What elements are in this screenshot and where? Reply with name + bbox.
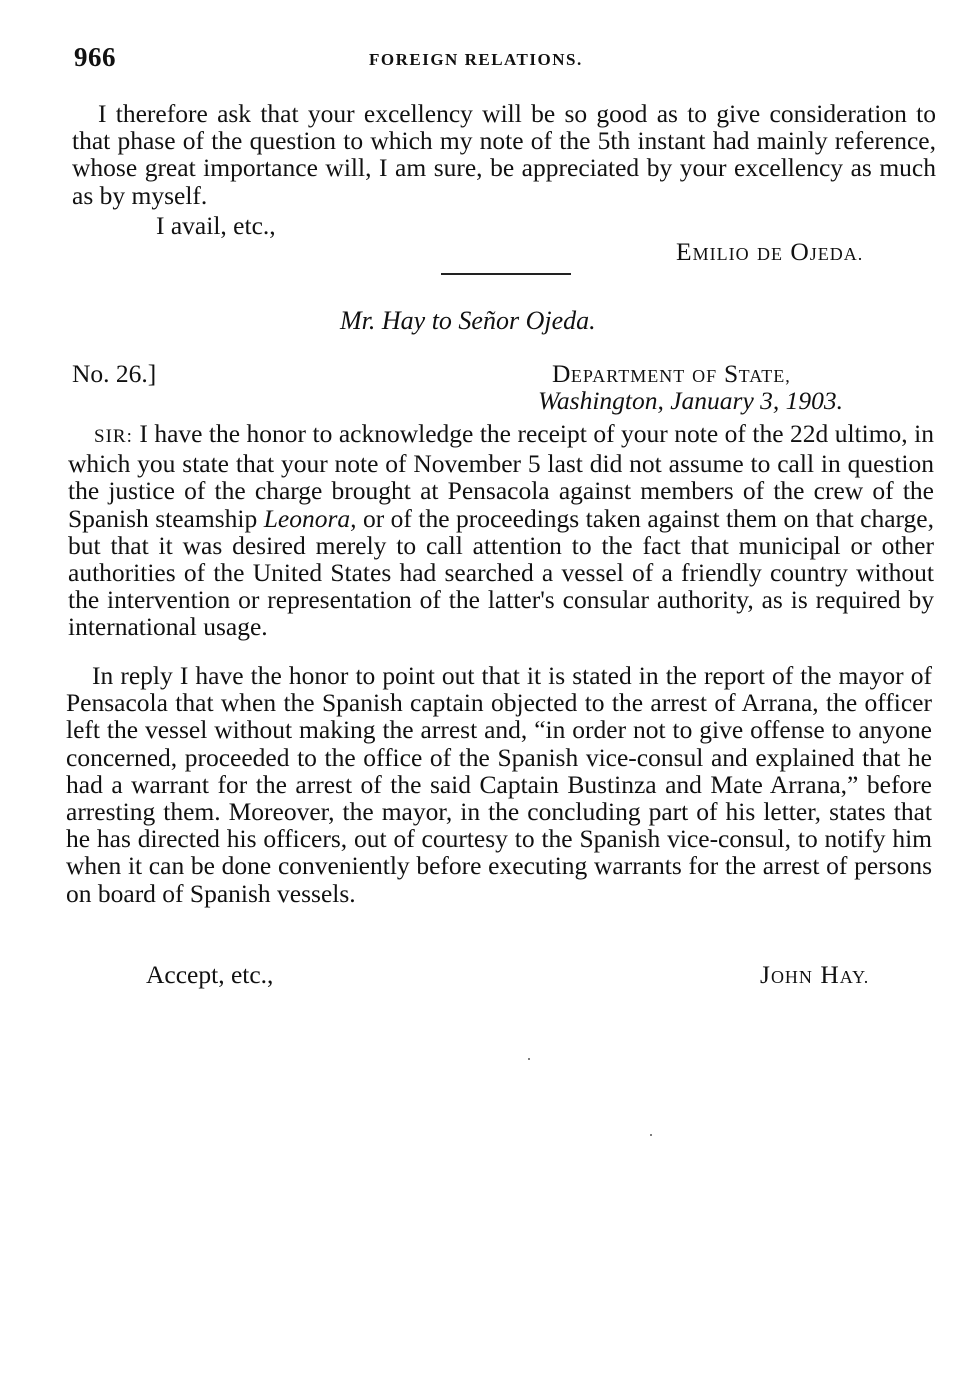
- sig1-first-rest: MILIO: [692, 244, 750, 264]
- dept-initial-2: S: [723, 359, 739, 388]
- letter1-closing: I avail, etc.,: [156, 211, 276, 240]
- running-head: FOREIGN RELATIONS.: [369, 50, 583, 69]
- sig2-last-rest: AY.: [839, 967, 870, 987]
- dept-initial-1: D: [552, 359, 571, 388]
- dept-rest-2: TATE,: [738, 366, 791, 386]
- sig2-first-initial: J: [760, 960, 771, 989]
- print-speck: [528, 1058, 530, 1060]
- letter2-signature: [760, 960, 869, 990]
- letter2-paragraph1-text: I have the honor to acknowledge the receipt of your note of the 22d ultimo, in which you state that your note of November 5 last did not assume to call in question the justice of the charge brought at Pensacola against members of the crew of the Spanish steamship: [68, 419, 934, 533]
- sig2-first-rest: OHN: [770, 967, 813, 987]
- sig1-particle: DE: [756, 244, 783, 264]
- letter2-closing: Accept, etc.,: [146, 960, 274, 989]
- letter2-paragraph1: [68, 420, 934, 641]
- dept-rest-1: EPARTMENT: [570, 366, 686, 386]
- dept-of: OF: [692, 366, 718, 386]
- letter2-paragraph2: In reply I have the honor to point out that it is stated in the report of the mayor of Pensacola that when the Spanish captain objected to the arrest of Arrana, the officer left the vessel without making the arrest and, “in order not to give offense to anyone concerned, proceeded to the office of the Spanish vice-consul and explained that he had a warrant for the arrest of the said Captain Bustinza and Mate Arrana,” before arresting them. Moreover, the mayor, in the concluding part of his letter, states that he has directed his officers, out of courtesy to the Spanish vice-consul, to notify him when it can be done conveniently before executing warrants for the arrest of persons on board of Spanish vessels.: [66, 661, 932, 908]
- letter1-signature: [676, 237, 863, 267]
- section-divider: [441, 273, 571, 275]
- letter2-dateline: Washington, January 3, 1903.: [538, 386, 844, 415]
- page-header: [74, 42, 904, 82]
- ship-name: Leonora,: [263, 503, 357, 533]
- letter2-number: No. 26.]: [72, 359, 157, 388]
- sig2-last-initial: H: [820, 960, 840, 989]
- sig1-last-rest: JEDA.: [809, 244, 864, 264]
- letter2-department: [552, 359, 791, 389]
- page-number: 966: [74, 42, 116, 72]
- print-speck: [650, 1134, 652, 1136]
- sig1-last-initial: O: [790, 237, 810, 266]
- letter2-salutation: SIR:: [94, 426, 133, 447]
- letter2-heading: Mr. Hay to Señor Ojeda.: [340, 306, 596, 335]
- sig1-first-initial: E: [676, 237, 693, 266]
- letter1-paragraph: I therefore ask that your excellency will be so good as to give consideration to that phase of the question to which my note of the 5th instant had mainly reference, whose great importance will, I am sure, be appreciated by your excellency as much as by myself.: [72, 99, 936, 210]
- letter2-paragraph1-rest: or of the proceedings taken against them on that charge, but that it was desired merely to call attention to the fact that municipal or other authorities of the United States had searched a vessel of a friendly country without the intervention or representation of the latter's consular authority, as is required by international usage.: [68, 503, 935, 642]
